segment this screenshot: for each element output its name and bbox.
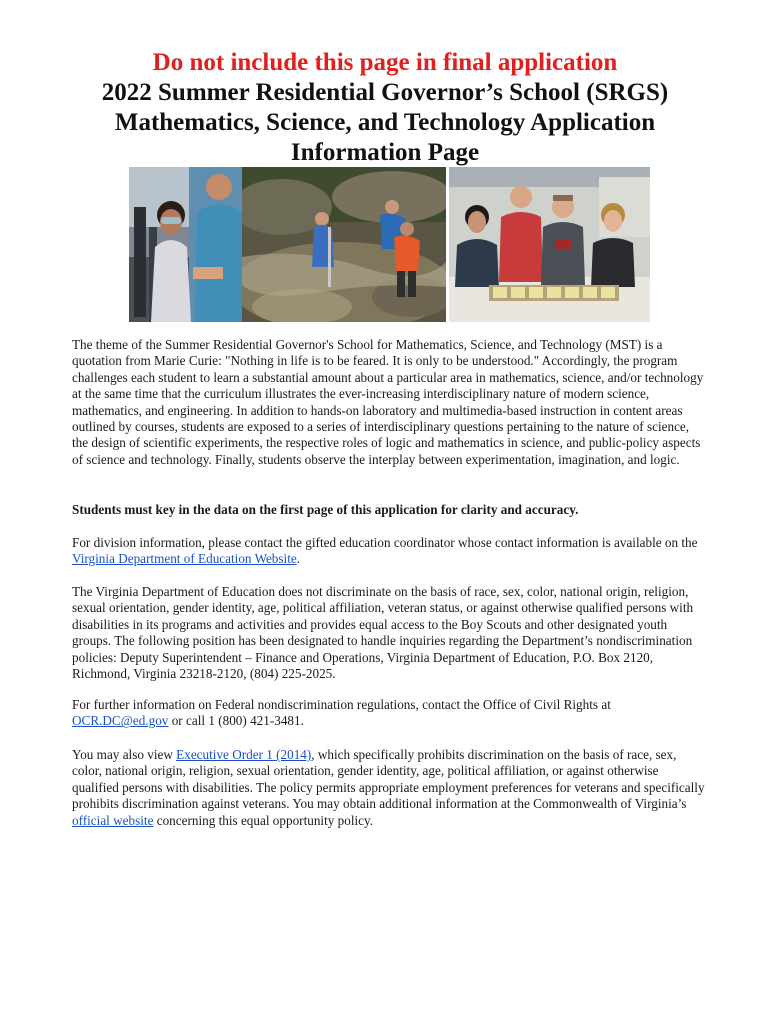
official-website-link[interactable]: official website [72, 812, 154, 828]
ocr-email-link[interactable]: OCR.DC@ed.gov [72, 713, 169, 729]
federal-info-end: or call 1 (800) 421-3481. [168, 713, 304, 729]
executive-order-text: , which specifically prohibits discrimination on the basis of race, sex, color, national origin, religion, sexual orientation, gender identity, age, political affiliation, or against otherwise qualified persons with disabilities. The policy permits appropriate employment preferences for veterans and specifically prohibits discrimination against veterans. You may obtain additional information at the Commonwealth of Virginia’s [72, 747, 705, 812]
theme-text: The theme of the Summer Residential Governor's School for Mathematics, Science, and Technology (MST) is a quotation from Marie Curie: "Nothing in life is to be feared. It is only to be understood." Accordingly, the program challenges each student to learn a substantial amount about a particular area in mathematics, science, and/or technology at the same time that the curriculum illustrates the ever-increasing interdisciplinary nature of modern science, mathematics, and engineering. In addition to hands-on laboratory and multimedia-based instruction in content areas outlined by courses, students are exposed to a series of interdisciplinary questions pertaining to the nature of science, the design of scientific experiments, the respective roles of logic and mathematics in science, and public-policy aspects of science and technology. Finally, students observe the interplay between experimentation, imagination, and logic. [72, 337, 704, 467]
photo-group-with-project [449, 167, 650, 322]
nondiscrimination-paragraph [72, 584, 706, 682]
division-info-paragraph [72, 535, 706, 568]
executive-order-paragraph [72, 747, 706, 829]
title-line-3: Information Page [290, 139, 480, 166]
photo-stream-fieldwork [242, 167, 446, 322]
page-title [0, 78, 770, 168]
instruction-paragraph [72, 502, 706, 518]
instruction-text: Students must key in the data on the first page of this application for clarity and accuracy. [72, 502, 579, 517]
executive-order-end: concerning this equal opportunity policy. [153, 812, 374, 828]
federal-info-text: For further information on Federal nondiscrimination regulations, contact the Office of Civil Rights at [72, 697, 611, 712]
executive-order-intro: You may also view [72, 747, 177, 762]
title-line-1: 2022 Summer Residential Governor’s School (SRGS) [101, 79, 669, 106]
executive-order-link[interactable]: Executive Order 1 (2014) [176, 747, 312, 762]
vdoe-website-link[interactable]: Virginia Department of Education Website [72, 551, 297, 567]
photo-lab-students [129, 167, 242, 322]
title-line-2: Mathematics, Science, and Technology Application [114, 109, 656, 136]
theme-paragraph [72, 337, 706, 468]
division-info-text: For division information, please contact the gifted education coordinator whose contact information is available on the [72, 535, 698, 550]
federal-info-paragraph [72, 697, 706, 730]
photo-collage [129, 167, 650, 322]
warning-heading: Do not include this page in final application [152, 49, 618, 76]
nondiscrimination-text: The Virginia Department of Education does not discriminate on the basis of race, sex, color, national origin, religion, sexual orientation, gender identity, age, political affiliation, veteran status, or against otherwise qualified persons with disabilities in its programs and activities and provides equal access to the Boy Scouts and other designated youth groups. The following position has been designated to handle inquiries regarding the Department’s nondiscrimination policies: Deputy Superintendent – Finance and Operations, Virginia Department of Education, P.O. Box 2120, Richmond, Virginia 23218-2120, (804) 225-2025. [72, 584, 694, 682]
division-info-end: . [296, 551, 301, 567]
